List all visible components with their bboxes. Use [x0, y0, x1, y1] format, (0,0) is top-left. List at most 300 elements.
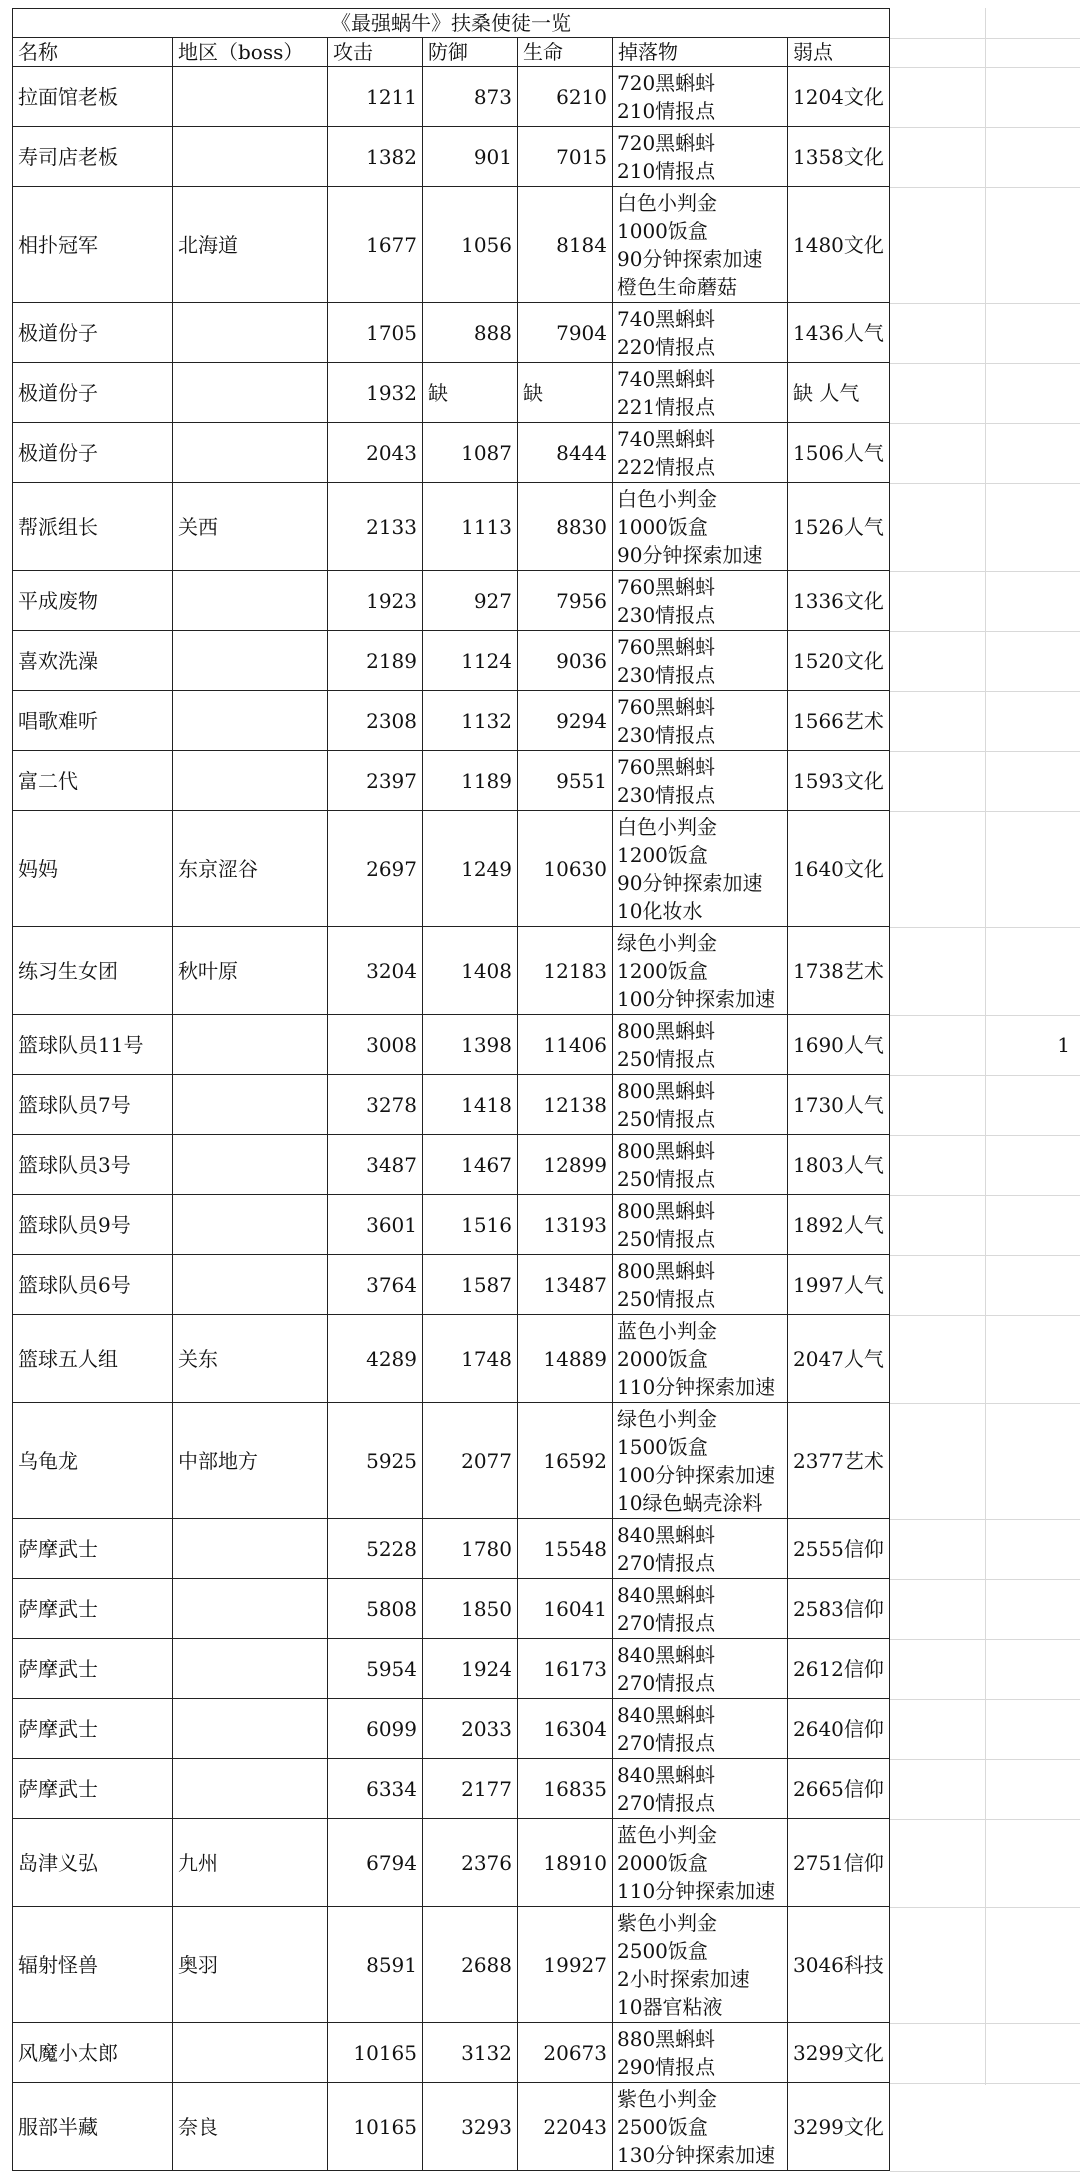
drop-item: 110分钟探索加速 [617, 1374, 776, 1399]
table-row [13, 303, 890, 363]
cell-weakness[interactable]: 1204文化 [788, 67, 890, 127]
cell-name[interactable]: 帮派组长 [13, 483, 173, 571]
cell-attack[interactable]: 5808 [328, 1579, 423, 1639]
cell-defense[interactable]: 1132 [423, 691, 518, 751]
drop-item: 2500饭盒 [617, 1938, 708, 1963]
cell-name[interactable]: 极道份子 [13, 363, 173, 423]
cell-region[interactable] [173, 2023, 328, 2083]
cell-attack[interactable]: 2308 [328, 691, 423, 751]
cell-name[interactable]: 妈妈 [13, 811, 173, 927]
drop-item: 740黑蝌蚪 [617, 306, 716, 331]
cell-weakness[interactable]: 1640文化 [788, 811, 890, 927]
cell-drops[interactable] [613, 691, 788, 751]
table-row [13, 1759, 890, 1819]
cell-region[interactable] [173, 363, 328, 423]
cell-region[interactable] [173, 1639, 328, 1699]
drop-item: 840黑蝌蚪 [617, 1762, 716, 1787]
cell-drops[interactable] [613, 423, 788, 483]
table-row [13, 1519, 890, 1579]
cell-name[interactable]: 篮球队员9号 [13, 1195, 173, 1255]
cell-region[interactable] [173, 303, 328, 363]
stray-cell-value[interactable]: 1 [1057, 1032, 1070, 1057]
cell-defense[interactable]: 1113 [423, 483, 518, 571]
cell-attack[interactable]: 2043 [328, 423, 423, 483]
cell-name[interactable]: 平成废物 [13, 571, 173, 631]
cell-hp[interactable]: 8184 [518, 187, 613, 303]
cell-weakness[interactable]: 1738艺术 [788, 927, 890, 1015]
cell-region[interactable] [173, 1015, 328, 1075]
cell-defense[interactable]: 1516 [423, 1195, 518, 1255]
drop-item: 250情报点 [617, 1166, 716, 1191]
cell-weakness[interactable]: 1520文化 [788, 631, 890, 691]
cell-hp[interactable]: 13487 [518, 1255, 613, 1315]
cell-hp[interactable]: 7904 [518, 303, 613, 363]
table-row [13, 483, 890, 571]
cell-attack[interactable]: 5925 [328, 1403, 423, 1519]
table-row [13, 1315, 890, 1403]
cell-hp[interactable]: 14889 [518, 1315, 613, 1403]
cell-drops[interactable] [613, 1759, 788, 1819]
cell-weakness[interactable]: 1526人气 [788, 483, 890, 571]
cell-name[interactable]: 服部半藏 [13, 2083, 173, 2171]
cell-region[interactable]: 奈良 [173, 2083, 328, 2171]
drop-item: 90分钟探索加速 [617, 870, 763, 895]
cell-defense[interactable]: 1924 [423, 1639, 518, 1699]
header-attack[interactable]: 攻击 [328, 38, 423, 67]
cell-name[interactable]: 富二代 [13, 751, 173, 811]
drop-item: 90分钟探索加速 [617, 542, 763, 567]
cell-region[interactable] [173, 1075, 328, 1135]
drop-item: 230情报点 [617, 722, 716, 747]
cell-weakness[interactable]: 2612信仰 [788, 1639, 890, 1699]
cell-weakness[interactable]: 1593文化 [788, 751, 890, 811]
cell-defense[interactable]: 3132 [423, 2023, 518, 2083]
drop-item: 1000饭盒 [617, 514, 708, 539]
table-row [13, 1639, 890, 1699]
drop-item: 230情报点 [617, 782, 716, 807]
table-row [13, 751, 890, 811]
cell-drops[interactable] [613, 1255, 788, 1315]
drop-item: 270情报点 [617, 1790, 716, 1815]
cell-drops[interactable] [613, 67, 788, 127]
cell-name[interactable]: 辐射怪兽 [13, 1907, 173, 2023]
drop-item: 1200饭盒 [617, 958, 708, 983]
cell-drops[interactable] [613, 2083, 788, 2171]
drop-item: 250情报点 [617, 1046, 716, 1071]
cell-name[interactable]: 萨摩武士 [13, 1579, 173, 1639]
header-row [13, 38, 890, 67]
cell-region[interactable] [173, 631, 328, 691]
drop-item: 1200饭盒 [617, 842, 708, 867]
table-row [13, 571, 890, 631]
drop-item: 230情报点 [617, 662, 716, 687]
cell-name[interactable]: 篮球队员3号 [13, 1135, 173, 1195]
cell-name[interactable]: 萨摩武士 [13, 1519, 173, 1579]
drop-item: 840黑蝌蚪 [617, 1702, 716, 1727]
cell-attack[interactable]: 2133 [328, 483, 423, 571]
cell-hp[interactable]: 7956 [518, 571, 613, 631]
cell-drops[interactable] [613, 1907, 788, 2023]
drop-item: 10绿色蜗壳涂料 [617, 1490, 763, 1515]
drop-item: 230情报点 [617, 602, 716, 627]
cell-hp[interactable]: 8444 [518, 423, 613, 483]
cell-weakness[interactable]: 1803人气 [788, 1135, 890, 1195]
cell-weakness[interactable]: 2555信仰 [788, 1519, 890, 1579]
cell-defense[interactable]: 缺 [423, 363, 518, 423]
cell-attack[interactable]: 1677 [328, 187, 423, 303]
header-weakness[interactable]: 弱点 [788, 38, 890, 67]
cell-name[interactable]: 萨摩武士 [13, 1759, 173, 1819]
drop-item: 蓝色小判金 [617, 1318, 717, 1343]
drop-item: 220情报点 [617, 334, 716, 359]
cell-drops[interactable] [613, 127, 788, 187]
cell-hp[interactable]: 12138 [518, 1075, 613, 1135]
cell-defense[interactable]: 2177 [423, 1759, 518, 1819]
cell-attack[interactable]: 4289 [328, 1315, 423, 1403]
cell-defense[interactable]: 1249 [423, 811, 518, 927]
header-name[interactable]: 名称 [13, 38, 173, 67]
cell-weakness[interactable]: 2751信仰 [788, 1819, 890, 1907]
cell-drops[interactable] [613, 571, 788, 631]
cell-weakness[interactable]: 1358文化 [788, 127, 890, 187]
cell-drops[interactable] [613, 1315, 788, 1403]
cell-name[interactable]: 寿司店老板 [13, 127, 173, 187]
cell-defense[interactable]: 1398 [423, 1015, 518, 1075]
cell-hp[interactable]: 19927 [518, 1907, 613, 2023]
cell-weakness[interactable]: 1892人气 [788, 1195, 890, 1255]
cell-hp[interactable]: 12183 [518, 927, 613, 1015]
cell-attack[interactable]: 3764 [328, 1255, 423, 1315]
cell-weakness[interactable]: 1436人气 [788, 303, 890, 363]
cell-hp[interactable]: 16592 [518, 1403, 613, 1519]
cell-region[interactable] [173, 1195, 328, 1255]
cell-defense[interactable]: 2376 [423, 1819, 518, 1907]
cell-weakness[interactable]: 2665信仰 [788, 1759, 890, 1819]
cell-region[interactable] [173, 1759, 328, 1819]
cell-weakness[interactable]: 1997人气 [788, 1255, 890, 1315]
drop-item: 840黑蝌蚪 [617, 1582, 716, 1607]
drop-item: 270情报点 [617, 1670, 716, 1695]
cell-weakness[interactable]: 3299文化 [788, 2083, 890, 2171]
cell-defense[interactable]: 1587 [423, 1255, 518, 1315]
table-row [13, 2023, 890, 2083]
cell-weakness[interactable]: 1566艺术 [788, 691, 890, 751]
cell-name[interactable]: 练习生女团 [13, 927, 173, 1015]
drop-item: 2小时探索加速 [617, 1966, 750, 1991]
cell-region[interactable] [173, 127, 328, 187]
drop-item: 800黑蝌蚪 [617, 1078, 716, 1103]
cell-hp[interactable]: 7015 [518, 127, 613, 187]
drop-item: 白色小判金 [617, 814, 717, 839]
cell-defense[interactable]: 888 [423, 303, 518, 363]
cell-weakness[interactable]: 1336文化 [788, 571, 890, 631]
cell-defense[interactable]: 1408 [423, 927, 518, 1015]
cell-name[interactable]: 极道份子 [13, 303, 173, 363]
cell-hp[interactable]: 9551 [518, 751, 613, 811]
cell-drops[interactable] [613, 1135, 788, 1195]
cell-weakness[interactable]: 1730人气 [788, 1075, 890, 1135]
cell-hp[interactable]: 9036 [518, 631, 613, 691]
drop-item: 720黑蝌蚪 [617, 70, 716, 95]
cell-defense[interactable]: 1850 [423, 1579, 518, 1639]
cell-name[interactable]: 岛津义弘 [13, 1819, 173, 1907]
cell-region[interactable] [173, 1699, 328, 1759]
drop-item: 290情报点 [617, 2054, 716, 2079]
drop-item: 橙色生命蘑菇 [617, 274, 737, 299]
cell-hp[interactable]: 9294 [518, 691, 613, 751]
cell-hp[interactable]: 12899 [518, 1135, 613, 1195]
cell-attack[interactable]: 3487 [328, 1135, 423, 1195]
cell-hp[interactable]: 20673 [518, 2023, 613, 2083]
cell-drops[interactable] [613, 751, 788, 811]
cell-attack[interactable]: 6099 [328, 1699, 423, 1759]
cell-hp[interactable]: 6210 [518, 67, 613, 127]
cell-drops[interactable] [613, 1075, 788, 1135]
cell-attack[interactable]: 10165 [328, 2083, 423, 2171]
table-row [13, 1403, 890, 1519]
table-row [13, 127, 890, 187]
cell-attack[interactable]: 3008 [328, 1015, 423, 1075]
cell-weakness[interactable]: 1480文化 [788, 187, 890, 303]
drop-item: 90分钟探索加速 [617, 246, 763, 271]
cell-region[interactable]: 东京涩谷 [173, 811, 328, 927]
drop-item: 1000饭盒 [617, 218, 708, 243]
cell-weakness[interactable]: 3299文化 [788, 2023, 890, 2083]
cell-weakness[interactable]: 1506人气 [788, 423, 890, 483]
cell-drops[interactable] [613, 1195, 788, 1255]
table-row [13, 1135, 890, 1195]
cell-region[interactable]: 关东 [173, 1315, 328, 1403]
cell-name[interactable]: 风魔小太郎 [13, 2023, 173, 2083]
drop-item: 250情报点 [617, 1226, 716, 1251]
cell-attack[interactable]: 1382 [328, 127, 423, 187]
drop-item: 2000饭盒 [617, 1850, 708, 1875]
table-row [13, 363, 890, 423]
drop-item: 白色小判金 [617, 486, 717, 511]
cell-attack[interactable]: 6794 [328, 1819, 423, 1907]
cell-attack[interactable]: 1932 [328, 363, 423, 423]
table-row [13, 423, 890, 483]
cell-weakness[interactable]: 缺 人气 [788, 363, 890, 423]
cell-defense[interactable]: 2077 [423, 1403, 518, 1519]
cell-region[interactable]: 北海道 [173, 187, 328, 303]
cell-attack[interactable]: 2697 [328, 811, 423, 927]
cell-attack[interactable]: 3278 [328, 1075, 423, 1135]
cell-defense[interactable]: 1189 [423, 751, 518, 811]
cell-name[interactable]: 相扑冠军 [13, 187, 173, 303]
cell-defense[interactable]: 1124 [423, 631, 518, 691]
drop-item: 760黑蝌蚪 [617, 754, 716, 779]
cell-attack[interactable]: 2397 [328, 751, 423, 811]
cell-drops[interactable] [613, 363, 788, 423]
table-row [13, 187, 890, 303]
cell-drops[interactable] [613, 483, 788, 571]
cell-name[interactable]: 拉面馆老板 [13, 67, 173, 127]
cell-name[interactable]: 极道份子 [13, 423, 173, 483]
cell-hp[interactable]: 16173 [518, 1639, 613, 1699]
cell-hp[interactable]: 16304 [518, 1699, 613, 1759]
table-row [13, 1579, 890, 1639]
header-region[interactable]: 地区（boss） [173, 38, 328, 67]
drop-item: 270情报点 [617, 1610, 716, 1635]
drop-item: 270情报点 [617, 1730, 716, 1755]
cell-attack[interactable]: 1211 [328, 67, 423, 127]
cell-hp[interactable]: 15548 [518, 1519, 613, 1579]
cell-region[interactable] [173, 571, 328, 631]
drop-item: 800黑蝌蚪 [617, 1258, 716, 1283]
drop-item: 720黑蝌蚪 [617, 130, 716, 155]
cell-defense[interactable]: 1418 [423, 1075, 518, 1135]
cell-name[interactable]: 篮球队员6号 [13, 1255, 173, 1315]
drop-item: 840黑蝌蚪 [617, 1522, 716, 1547]
drop-item: 紫色小判金 [617, 1910, 717, 1935]
table-row [13, 1907, 890, 2023]
cell-attack[interactable]: 8591 [328, 1907, 423, 2023]
cell-region[interactable] [173, 1255, 328, 1315]
cell-attack[interactable]: 3204 [328, 927, 423, 1015]
drop-item: 250情报点 [617, 1286, 716, 1311]
drop-item: 绿色小判金 [617, 1406, 717, 1431]
cell-region[interactable]: 奥羽 [173, 1907, 328, 2023]
cell-attack[interactable]: 1923 [328, 571, 423, 631]
cell-name[interactable]: 篮球队员7号 [13, 1075, 173, 1135]
cell-hp[interactable]: 13193 [518, 1195, 613, 1255]
cell-hp[interactable]: 18910 [518, 1819, 613, 1907]
cell-attack[interactable]: 5954 [328, 1639, 423, 1699]
cell-attack[interactable]: 3601 [328, 1195, 423, 1255]
cell-weakness[interactable]: 2640信仰 [788, 1699, 890, 1759]
cell-region[interactable] [173, 691, 328, 751]
cell-region[interactable] [173, 751, 328, 811]
cell-defense[interactable]: 1780 [423, 1519, 518, 1579]
cell-region[interactable] [173, 1135, 328, 1195]
cell-region[interactable] [173, 67, 328, 127]
cell-region[interactable]: 九州 [173, 1819, 328, 1907]
cell-attack[interactable]: 1705 [328, 303, 423, 363]
cell-defense[interactable]: 901 [423, 127, 518, 187]
drop-item: 110分钟探索加速 [617, 1878, 776, 1903]
cell-attack[interactable]: 2189 [328, 631, 423, 691]
drop-item: 840黑蝌蚪 [617, 1642, 716, 1667]
cell-region[interactable] [173, 1519, 328, 1579]
cell-weakness[interactable]: 2377艺术 [788, 1403, 890, 1519]
cell-drops[interactable] [613, 811, 788, 927]
cell-region[interactable]: 秋叶原 [173, 927, 328, 1015]
drop-item: 10器官粘液 [617, 1994, 723, 2019]
cell-drops[interactable] [613, 2023, 788, 2083]
cell-drops[interactable] [613, 1403, 788, 1519]
cell-drops[interactable] [613, 1519, 788, 1579]
cell-hp[interactable]: 8830 [518, 483, 613, 571]
cell-name[interactable]: 乌龟龙 [13, 1403, 173, 1519]
cell-defense[interactable]: 1467 [423, 1135, 518, 1195]
cell-defense[interactable]: 3293 [423, 2083, 518, 2171]
drop-item: 740黑蝌蚪 [617, 426, 716, 451]
cell-drops[interactable] [613, 1579, 788, 1639]
cell-hp[interactable]: 22043 [518, 2083, 613, 2171]
cell-weakness[interactable]: 2047人气 [788, 1315, 890, 1403]
drop-item: 10化妆水 [617, 898, 703, 923]
drop-item: 白色小判金 [617, 190, 717, 215]
cell-hp[interactable]: 11406 [518, 1015, 613, 1075]
cell-attack[interactable]: 6334 [328, 1759, 423, 1819]
cell-hp[interactable]: 16835 [518, 1759, 613, 1819]
drop-item: 221情报点 [617, 394, 716, 419]
cell-hp[interactable]: 10630 [518, 811, 613, 927]
cell-hp[interactable]: 缺 [518, 363, 613, 423]
cell-defense[interactable]: 873 [423, 67, 518, 127]
cell-defense[interactable]: 1748 [423, 1315, 518, 1403]
table-row [13, 1819, 890, 1907]
cell-drops[interactable] [613, 303, 788, 363]
cell-defense[interactable]: 1056 [423, 187, 518, 303]
cell-defense[interactable]: 1087 [423, 423, 518, 483]
drop-item: 蓝色小判金 [617, 1822, 717, 1847]
header-hp[interactable]: 生命 [518, 38, 613, 67]
drop-item: 740黑蝌蚪 [617, 366, 716, 391]
table-row [13, 1015, 890, 1075]
header-defense[interactable]: 防御 [423, 38, 518, 67]
cell-region[interactable]: 中部地方 [173, 1403, 328, 1519]
cell-attack[interactable]: 5228 [328, 1519, 423, 1579]
drop-item: 2000饭盒 [617, 1346, 708, 1371]
drop-item: 130分钟探索加速 [617, 2142, 776, 2167]
cell-region[interactable] [173, 1579, 328, 1639]
drop-item: 800黑蝌蚪 [617, 1138, 716, 1163]
table-row [13, 927, 890, 1015]
cell-region[interactable]: 关西 [173, 483, 328, 571]
cell-name[interactable]: 篮球队员11号 [13, 1015, 173, 1075]
cell-drops[interactable] [613, 1015, 788, 1075]
table-title[interactable]: 《最强蜗牛》扶桑使徒一览 [13, 9, 890, 38]
cell-name[interactable]: 唱歌难听 [13, 691, 173, 751]
cell-defense[interactable]: 2033 [423, 1699, 518, 1759]
table-row [13, 811, 890, 927]
cell-drops[interactable] [613, 1639, 788, 1699]
table-row [13, 2083, 890, 2171]
header-drops[interactable]: 掉落物 [613, 38, 788, 67]
drop-item: 2500饭盒 [617, 2114, 708, 2139]
cell-name[interactable]: 喜欢洗澡 [13, 631, 173, 691]
data-table [12, 8, 890, 2171]
drop-item: 270情报点 [617, 1550, 716, 1575]
cell-drops[interactable] [613, 1819, 788, 1907]
table-row [13, 1075, 890, 1135]
cell-drops[interactable] [613, 1699, 788, 1759]
drop-item: 800黑蝌蚪 [617, 1018, 716, 1043]
cell-drops[interactable] [613, 927, 788, 1015]
cell-name[interactable]: 萨摩武士 [13, 1699, 173, 1759]
cell-hp[interactable]: 16041 [518, 1579, 613, 1639]
drop-item: 760黑蝌蚪 [617, 694, 716, 719]
cell-drops[interactable] [613, 187, 788, 303]
cell-defense[interactable]: 2688 [423, 1907, 518, 2023]
drop-item: 222情报点 [617, 454, 716, 479]
cell-weakness[interactable]: 3046科技 [788, 1907, 890, 2023]
cell-attack[interactable]: 10165 [328, 2023, 423, 2083]
cell-drops[interactable] [613, 631, 788, 691]
drop-item: 1500饭盒 [617, 1434, 708, 1459]
cell-region[interactable] [173, 423, 328, 483]
cell-weakness[interactable]: 1690人气 [788, 1015, 890, 1075]
cell-weakness[interactable]: 2583信仰 [788, 1579, 890, 1639]
drop-item: 210情报点 [617, 158, 716, 183]
cell-name[interactable]: 篮球五人组 [13, 1315, 173, 1403]
cell-defense[interactable]: 927 [423, 571, 518, 631]
drop-item: 760黑蝌蚪 [617, 634, 716, 659]
drop-item: 800黑蝌蚪 [617, 1198, 716, 1223]
cell-name[interactable]: 萨摩武士 [13, 1639, 173, 1699]
